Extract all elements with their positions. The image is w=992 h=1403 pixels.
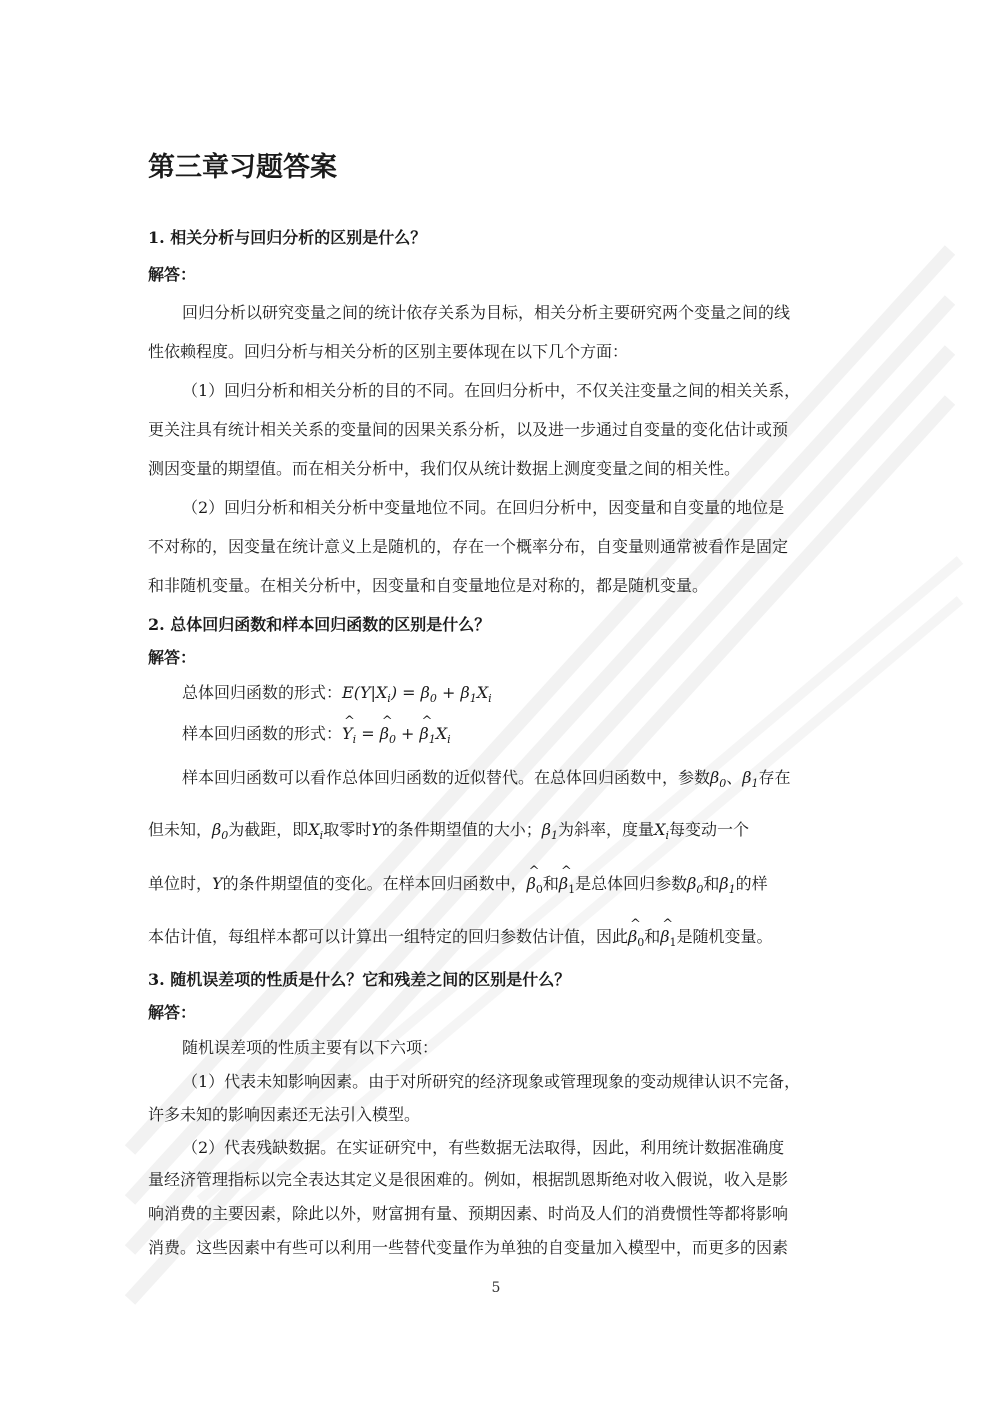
- paragraph-line: 量经济管理指标以完全表达其定义是很困难的。例如，根据凯恩斯绝对收入假说，收入是影: [148, 1170, 789, 1189]
- sample-regression-line: [182, 722, 882, 752]
- paragraph-line: 和非随机变量。在相关分析中，因变量和自变量地位是对称的，都是随机变量。: [148, 576, 709, 595]
- paragraph-line: 回归分析以研究变量之间的统计依存关系为目标，相关分析主要研究两个变量之间的线: [182, 303, 791, 322]
- paragraph-line: 但未知，$\beta_0$为截距，即$X_i$取零时Y的条件期望值的大小；$\beta_1$为斜率，度量$X_i$每变动一个: [148, 820, 749, 843]
- question-2-heading: 2. 总体回归函数和样本回归函数的区别是什么？: [148, 615, 491, 634]
- population-regression-line: [182, 681, 882, 711]
- paragraph-line: 不对称的，因变量在统计意义上是随机的，存在一个概率分布，自变量则通常被看作是固定: [148, 537, 789, 556]
- paragraph-line: （1）回归分析和相关分析的目的不同。在回归分析中，不仅关注变量之间的相关关系，: [182, 381, 801, 400]
- sample-formula: ^ $Y_i$ = ^ $\beta_0$ + ^ $\beta_1X_i$: [342, 724, 451, 743]
- paragraph-line: 消费。这些因素中有些可以利用一些替代变量作为单独的自变量加入模型中，而更多的因素: [148, 1238, 789, 1257]
- population-formula: $E(Y|X_i) = \beta_0 + \beta_1X_i$: [342, 683, 492, 706]
- sample-label: 样本回归函数的形式：: [182, 724, 343, 743]
- paragraph-line: 样本回归函数可以看作总体回归函数的近似替代。在总体回归函数中，参数$\beta_0$、$\beta_1$存在: [182, 768, 791, 791]
- paragraph-line: 更关注具有统计相关关系的变量间的因果关系分析，以及进一步通过自变量的变化估计或预: [148, 420, 789, 439]
- question-3-heading: 3. 随机误差项的性质是什么？它和残差之间的区别是什么？: [148, 970, 571, 989]
- answer-label: 解答：: [148, 1003, 197, 1022]
- page-title: 第三章习题答案: [148, 152, 337, 183]
- answer-label: 解答：: [148, 648, 197, 667]
- paragraph-line: （2）代表残缺数据。在实证研究中，有些数据无法取得，因此，利用统计数据准确度: [182, 1138, 785, 1157]
- population-label: 总体回归函数的形式：: [182, 683, 343, 702]
- answer-label: 解答：: [148, 265, 197, 284]
- question-1-heading: 1. 相关分析与回归分析的区别是什么？: [148, 228, 427, 247]
- paragraph-line: 随机误差项的性质主要有以下六项：: [182, 1038, 439, 1057]
- paragraph-line: 测因变量的期望值。而在相关分析中，我们仅从统计数据上测度变量之间的相关性。: [148, 459, 741, 478]
- paragraph-line: （1）代表未知影响因素。由于对所研究的经济现象或管理现象的变动规律认识不完备，: [182, 1072, 801, 1091]
- paragraph-line: 本估计值，每组样本都可以计算出一组特定的回归参数估计值，因此^ $\beta_0$和^ $\beta_1$是随机变量。: [148, 925, 848, 955]
- paragraph-line: （2）回归分析和相关分析中变量地位不同。在回归分析中，因变量和自变量的地位是: [182, 498, 785, 517]
- paragraph-line: 响消费的主要因素，除此以外，财富拥有量、预期因素、时尚及人们的消费惯性等都将影响: [148, 1204, 789, 1223]
- page-number: 5: [491, 1280, 501, 1296]
- paragraph-line: 单位时，Y的条件期望值的变化。在样本回归函数中，^ $\beta_0$和^ $\beta_1$是总体回归参数$\beta_0$和$\beta_1$的样: [148, 872, 848, 902]
- paragraph-line: 许多未知的影响因素还无法引入模型。: [148, 1105, 421, 1124]
- paragraph-line: 性依赖程度。回归分析与相关分析的区别主要体现在以下几个方面：: [148, 342, 629, 361]
